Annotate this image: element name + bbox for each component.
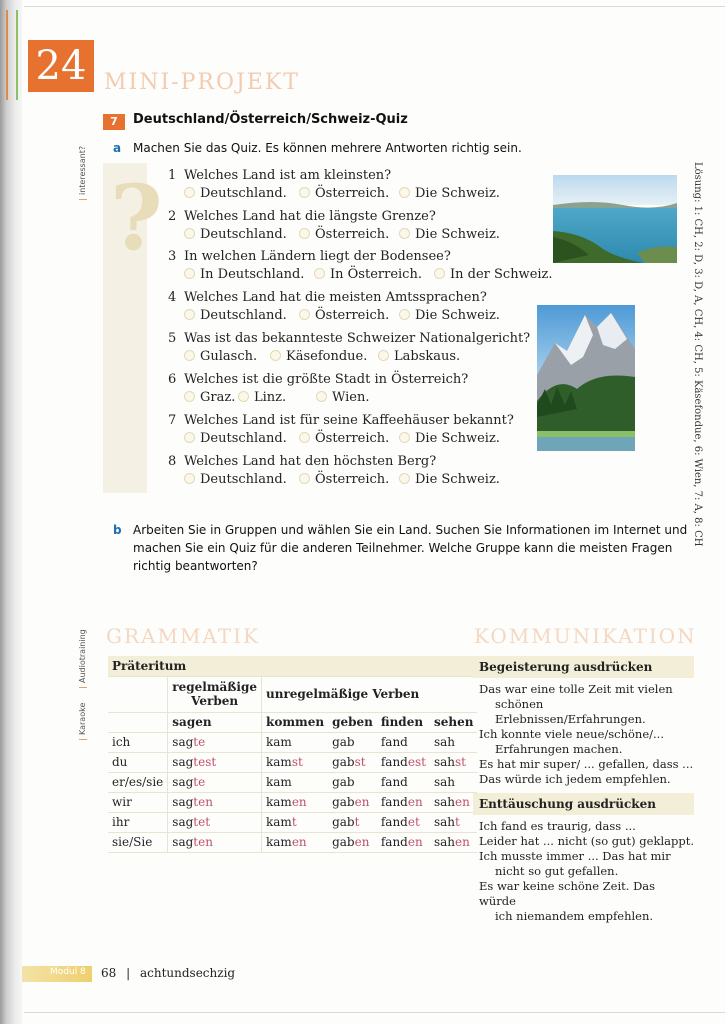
phrase-line: Ich musste immer ... Das hat mir: [479, 849, 671, 863]
radio-circle-icon[interactable]: [184, 187, 195, 198]
answer-option-label: Die Schweiz.: [415, 431, 500, 446]
verb-ending: te: [193, 735, 206, 749]
verb-stem: sag: [172, 835, 194, 849]
verb-form-cell: [168, 772, 262, 792]
verb-form-cell: [430, 792, 477, 812]
verb-form-cell: [328, 832, 377, 852]
question-text: Welches Land hat die meisten Amtssprachen?: [184, 290, 487, 305]
answer-option[interactable]: [299, 472, 389, 487]
question-number: 6: [168, 372, 177, 387]
verb-stem: gab: [332, 775, 355, 789]
verb-ending: en: [291, 795, 307, 809]
radio-circle-icon[interactable]: [299, 473, 310, 484]
verb-ending: en: [455, 795, 470, 809]
table-title-row: [108, 656, 477, 676]
quiz-question: [168, 290, 487, 305]
phrase-line: schönen Erlebnissen/Erfahrungen.: [495, 697, 646, 726]
verb-ending: t: [455, 815, 460, 829]
verb-form-cell: [377, 772, 430, 792]
radio-circle-icon[interactable]: [434, 268, 445, 279]
verb-form-cell: [262, 732, 329, 752]
verb-form-cell: [262, 772, 329, 792]
verb-stem: sag: [172, 755, 194, 769]
verb-form-cell: [430, 752, 477, 772]
verb-form-cell: [377, 792, 430, 812]
radio-circle-icon[interactable]: [316, 391, 327, 402]
regular-header: regelmäßige Verben: [168, 676, 262, 712]
phrase-line: Das war eine tolle Zeit mit vielen: [479, 682, 673, 696]
table-row: [108, 752, 477, 772]
section-title: Deutschland/Österreich/Schweiz-Quiz: [133, 112, 408, 127]
verb-ending: en: [407, 795, 423, 809]
answer-option-label: Österreich.: [315, 431, 390, 446]
task-b-line: Arbeiten Sie in Gruppen und wählen Sie ein Land. Suchen Sie Informationen im Internet und: [133, 523, 688, 537]
radio-circle-icon[interactable]: [378, 350, 389, 361]
quiz-question: [168, 413, 514, 428]
verb-ending: en: [354, 835, 370, 849]
verb-stem: kam: [266, 775, 292, 789]
answer-option-label: Linz.: [254, 390, 287, 405]
answer-option[interactable]: [399, 227, 500, 242]
grammatik-heading: GRAMMATIK: [106, 624, 260, 648]
phrase-line: Ich fand es traurig, dass ...: [479, 819, 636, 833]
enttaeuschung-lines: [473, 815, 694, 924]
pronoun-cell: wir: [108, 792, 168, 812]
verb-stem: fand: [380, 755, 408, 769]
side-label-audiotraining: Audiotraining: [78, 629, 87, 688]
page-number: 68 | achtundsechzig: [101, 966, 236, 980]
answer-option-label: Wien.: [332, 390, 370, 405]
answer-option[interactable]: [184, 186, 287, 201]
verb-form-cell: [262, 752, 329, 772]
conjugation-body: [108, 732, 477, 852]
radio-circle-icon[interactable]: [299, 309, 310, 320]
verb-form-cell: [377, 832, 430, 852]
answer-option[interactable]: [434, 267, 553, 282]
answer-option-label: Österreich.: [315, 227, 390, 242]
table-row: [108, 772, 477, 792]
lake-photo: [553, 175, 677, 263]
radio-circle-icon[interactable]: [299, 187, 310, 198]
question-text: Welches ist die größte Stadt in Österreich?: [184, 372, 469, 387]
verb-stem: kam: [266, 835, 292, 849]
radio-circle-icon[interactable]: [314, 268, 325, 279]
quiz-question: [168, 372, 468, 387]
radio-circle-icon[interactable]: [299, 228, 310, 239]
side-label-karaoke: Karaoke: [78, 703, 87, 740]
verb-stem: sah: [433, 835, 456, 849]
verb-ending: tet: [193, 815, 211, 829]
radio-circle-icon[interactable]: [399, 432, 410, 443]
verb-stem: sag: [172, 775, 194, 789]
question-number: 7: [168, 413, 177, 428]
verb-ending: st: [455, 755, 466, 769]
answer-option-label: In Österreich.: [330, 267, 422, 282]
question-number: 1: [168, 168, 177, 183]
spine-marker: [6, 10, 18, 100]
verb-stem: fand: [380, 835, 408, 849]
begeisterung-lines: [473, 678, 694, 787]
answer-option-label: Deutschland.: [200, 431, 287, 446]
answer-option[interactable]: [299, 186, 389, 201]
verb-header: sehen: [430, 712, 477, 732]
table-group-row: [108, 676, 477, 712]
verb-form-cell: [168, 792, 262, 812]
question-text: Welches Land ist für seine Kaffeehäuser bekannt?: [184, 413, 514, 428]
verb-ending: st: [354, 755, 366, 769]
praeteritum-table: [108, 656, 477, 853]
phrase-line: Leider hat ... nicht (so gut) geklappt.: [479, 834, 694, 848]
answer-option-label: Labskaus.: [394, 349, 461, 364]
begeisterung-box: [473, 656, 694, 787]
chapter-title: MINI-PROJEKT: [104, 70, 300, 95]
answer-option[interactable]: [270, 349, 367, 364]
answer-option[interactable]: [399, 308, 500, 323]
verb-form-cell: [430, 772, 477, 792]
verb-form-cell: [430, 732, 477, 752]
bottom-rule: [24, 1012, 725, 1013]
answer-option-label: Deutschland.: [200, 227, 287, 242]
verb-form-cell: [328, 812, 377, 832]
verb-stem: sag: [172, 795, 194, 809]
top-rule: [24, 6, 725, 7]
table-title: Präteritum: [108, 656, 477, 676]
radio-circle-icon[interactable]: [184, 309, 195, 320]
radio-circle-icon[interactable]: [184, 391, 195, 402]
verb-ending: en: [291, 835, 307, 849]
verb-ending: t: [354, 815, 360, 829]
verb-stem: gab: [332, 795, 355, 809]
radio-circle-icon[interactable]: [238, 391, 249, 402]
verb-stem: kam: [266, 815, 292, 829]
verb-stem: kam: [266, 735, 292, 749]
question-text: Was ist das bekannteste Schweizer Nationalgericht?: [184, 331, 531, 346]
verb-stem: fand: [380, 795, 408, 809]
verb-form-cell: [430, 812, 477, 832]
verb-stem: sah: [433, 755, 456, 769]
phrase-line: Es war keine schöne Zeit. Das würde: [479, 879, 656, 908]
question-text: Welches Land hat den höchsten Berg?: [184, 454, 437, 469]
verb-header: kommen: [262, 712, 329, 732]
answer-option[interactable]: [184, 308, 287, 323]
verb-ending: en: [455, 835, 470, 849]
mountain-photo: [537, 305, 635, 451]
verb-ending: en: [407, 835, 423, 849]
answer-option-label: In der Schweiz.: [450, 267, 553, 282]
radio-circle-icon[interactable]: [399, 309, 410, 320]
verb-form-cell: [377, 752, 430, 772]
radio-circle-icon[interactable]: [184, 228, 195, 239]
quiz-question: [168, 331, 530, 346]
answer-option[interactable]: [399, 431, 500, 446]
task-b-line: richtig beantworten?: [133, 559, 258, 573]
verb-stem: sag: [172, 735, 194, 749]
quiz-question: [168, 454, 436, 469]
verb-stem: sah: [433, 815, 456, 829]
radio-circle-icon[interactable]: [184, 268, 195, 279]
verb-stem: sah: [433, 795, 456, 809]
question-text: Welches Land hat die längste Grenze?: [184, 209, 436, 224]
verb-form-cell: [430, 832, 477, 852]
answer-option-label: Graz.: [200, 390, 236, 405]
verb-ending: t: [291, 815, 297, 829]
answer-option[interactable]: [184, 227, 287, 242]
radio-circle-icon[interactable]: [299, 432, 310, 443]
question-number: 8: [168, 454, 177, 469]
verb-header: geben: [328, 712, 377, 732]
verb-stem: sag: [172, 815, 194, 829]
verb-form-cell: [328, 732, 377, 752]
answer-option-label: Deutschland.: [200, 472, 287, 487]
radio-circle-icon[interactable]: [184, 350, 195, 361]
phrase-line: Das würde ich jedem empfehlen.: [479, 772, 671, 786]
verb-form-cell: [377, 812, 430, 832]
verb-stem: fand: [380, 775, 408, 789]
answer-option[interactable]: [299, 227, 389, 242]
radio-circle-icon[interactable]: [184, 432, 195, 443]
answer-option[interactable]: [399, 472, 500, 487]
verb-header: finden: [377, 712, 430, 732]
phrase-line: ich niemandem empfehlen.: [495, 909, 654, 923]
phrase-line: Es hat mir super/ ... gefallen, dass ...: [479, 757, 694, 771]
answer-option-label: In Deutschland.: [200, 267, 305, 282]
verb-form-cell: [328, 752, 377, 772]
section-number: 7: [103, 114, 125, 130]
task-b-line: machen Sie ein Quiz für die anderen Teilnehmer. Welche Gruppe kann die meisten Fragen: [133, 541, 673, 555]
irregular-header: unregelmäßige Verben: [262, 676, 478, 712]
quiz-question: [168, 168, 391, 183]
answer-option-label: Gulasch.: [200, 349, 258, 364]
quiz-question: [168, 249, 451, 264]
verb-ending: test: [193, 755, 217, 769]
answer-option-label: Die Schweiz.: [415, 472, 500, 487]
phrase-line: Ich konnte viele neue/schöne/...: [479, 727, 664, 741]
answer-option[interactable]: [184, 349, 257, 364]
answer-option[interactable]: [399, 186, 500, 201]
verb-form-cell: [262, 792, 329, 812]
verb-ending: et: [407, 815, 420, 829]
answer-option[interactable]: [184, 431, 287, 446]
answer-option-label: Die Schweiz.: [415, 308, 500, 323]
pronoun-cell: er/es/sie: [108, 772, 168, 792]
verb-ending: ten: [193, 835, 213, 849]
answer-option-label: Deutschland.: [200, 308, 287, 323]
chapter-number: 24: [28, 40, 94, 92]
answer-option-label: Österreich.: [315, 186, 390, 201]
side-label-interessant: interessant?: [78, 146, 87, 200]
answer-option-label: Österreich.: [315, 308, 390, 323]
table-row: [108, 832, 477, 852]
verb-stem: fand: [380, 815, 408, 829]
pronoun-cell: du: [108, 752, 168, 772]
verb-stem: gab: [332, 735, 355, 749]
verb-stem: kam: [266, 755, 292, 769]
verb-ending: st: [291, 755, 303, 769]
answer-option-label: Österreich.: [315, 472, 390, 487]
pronoun-cell: ich: [108, 732, 168, 752]
verb-form-cell: [262, 812, 329, 832]
task-b-letter: b: [113, 523, 122, 537]
radio-circle-icon[interactable]: [399, 228, 410, 239]
enttaeuschung-box: [473, 793, 694, 924]
verb-form-cell: [168, 732, 262, 752]
answer-option[interactable]: [316, 390, 370, 405]
verb-stem: sah: [433, 735, 456, 749]
verb-form-cell: [262, 832, 329, 852]
quiz-question: [168, 209, 436, 224]
phrase-line: Erfahrungen machen.: [495, 742, 623, 756]
question-number: 5: [168, 331, 177, 346]
verb-ending: est: [407, 755, 426, 769]
table-row: [108, 812, 477, 832]
answer-option-label: Deutschland.: [200, 186, 287, 201]
verb-header-row: [108, 712, 477, 732]
radio-circle-icon[interactable]: [399, 187, 410, 198]
answer-option-label: Käsefondue.: [286, 349, 368, 364]
verb-form-cell: [328, 772, 377, 792]
question-number: 2: [168, 209, 177, 224]
verb-form-cell: [168, 832, 262, 852]
verb-stem: gab: [332, 755, 355, 769]
answer-option-label: Die Schweiz.: [415, 186, 500, 201]
verb-ending: te: [193, 775, 206, 789]
verb-stem: fand: [380, 735, 408, 749]
radio-circle-icon[interactable]: [184, 473, 195, 484]
question-number: 4: [168, 290, 177, 305]
verb-header: sagen: [168, 712, 262, 732]
verb-form-cell: [168, 812, 262, 832]
answer-option[interactable]: [314, 267, 422, 282]
radio-circle-icon[interactable]: [270, 350, 281, 361]
answer-key: Lösung: 1: CH, 2: D, 3: D, A, CH, 4: CH, 5: Käsefondue, 6: Wien, 7: A, 8: CH: [692, 162, 703, 547]
begeisterung-title: Begeisterung ausdrücken: [473, 656, 694, 678]
answer-option[interactable]: [184, 390, 235, 405]
verb-form-cell: [377, 732, 430, 752]
footer-module: Modul 8: [50, 967, 86, 977]
verb-stem: kam: [266, 795, 292, 809]
verb-stem: gab: [332, 815, 355, 829]
answer-option[interactable]: [184, 472, 287, 487]
verb-ending: en: [354, 795, 370, 809]
question-number: 3: [168, 249, 177, 264]
task-a-text: Machen Sie das Quiz. Es können mehrere Antworten richtig sein.: [133, 141, 522, 155]
task-a-letter: a: [113, 141, 122, 155]
phrase-line: nicht so gut gefallen.: [495, 864, 619, 878]
pronoun-cell: ihr: [108, 812, 168, 832]
table-row: [108, 732, 477, 752]
answer-option[interactable]: [378, 349, 460, 364]
question-text: Welches Land ist am kleinsten?: [184, 168, 392, 183]
verb-stem: gab: [332, 835, 355, 849]
verb-ending: ten: [193, 795, 213, 809]
verb-form-cell: [168, 752, 262, 772]
answer-option[interactable]: [238, 390, 286, 405]
answer-option[interactable]: [299, 431, 389, 446]
question-mark-icon: ?: [110, 165, 163, 271]
radio-circle-icon[interactable]: [399, 473, 410, 484]
answer-option-label: Die Schweiz.: [415, 227, 500, 242]
kommunikation-heading: KOMMUNIKATION: [474, 624, 697, 648]
pronoun-cell: sie/Sie: [108, 832, 168, 852]
question-text: In welchen Ländern liegt der Bodensee?: [184, 249, 451, 264]
enttaeuschung-title: Enttäuschung ausdrücken: [473, 793, 694, 815]
book-spine: [0, 0, 22, 1024]
table-row: [108, 792, 477, 812]
verb-form-cell: [328, 792, 377, 812]
task-b-text: [133, 521, 687, 575]
verb-stem: sah: [433, 775, 456, 789]
answer-option[interactable]: [299, 308, 389, 323]
answer-option[interactable]: [184, 267, 304, 282]
